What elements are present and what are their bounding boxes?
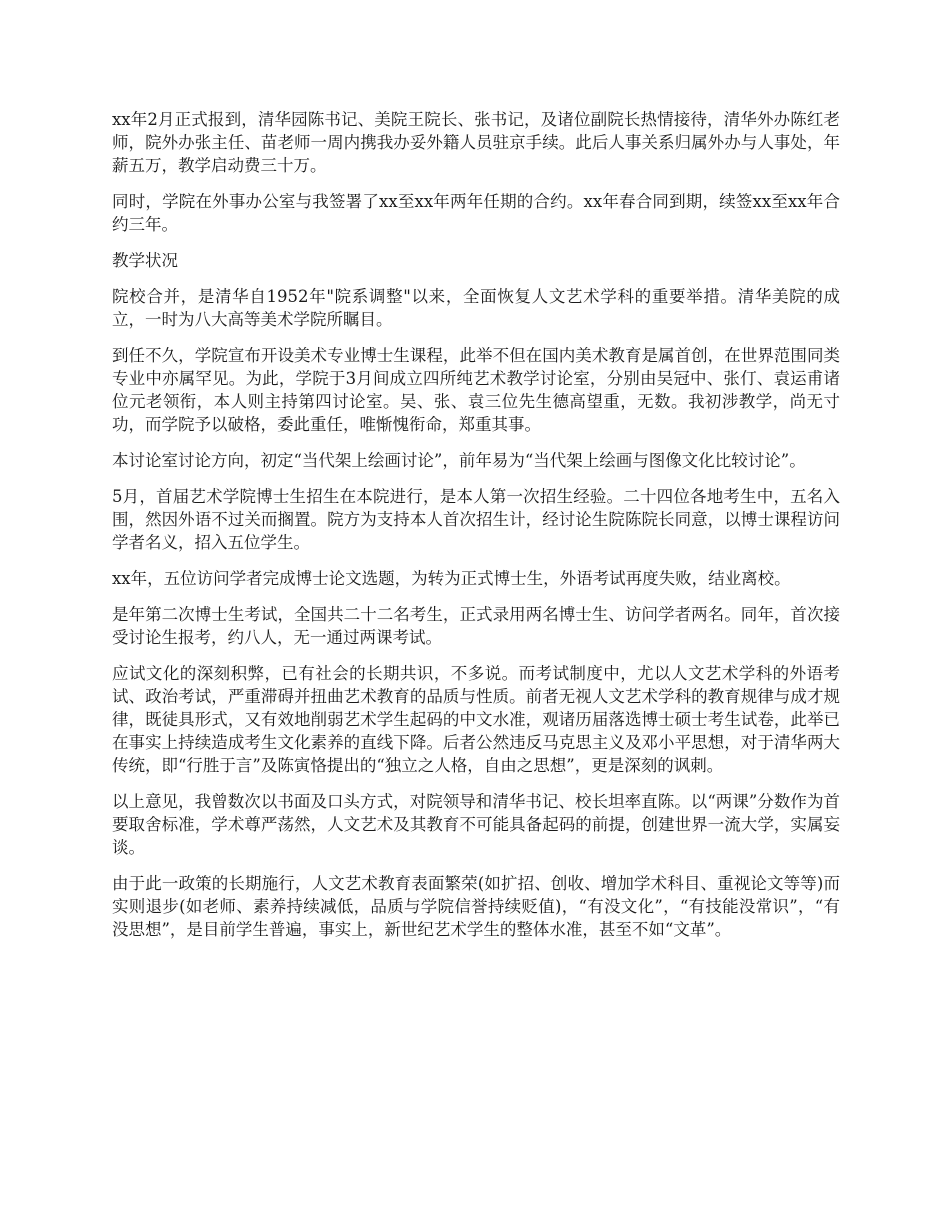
paragraph-visiting-scholars: xx年，五位访问学者完成博士论文选题，为转为正式博士生，外语考试再度失败，结业离校。 — [112, 569, 791, 588]
paragraph-first-enrollment: 5月，首届艺术学院博士生招生在本院进行，是本人第一次招生经验。二十四位各地考生中，五名入围，然因外语不过关而搁置。院方为支持本人首次招生计，经讨论生院陈院长同意，以博士课程访问学者名义，招入五位学生。 — [112, 487, 840, 552]
paragraph-exam-culture: 应试文化的深刻积弊，已有社会的长期共识，不多说。而考试制度中，尤以人文艺术学科的外语考试、政治考试，严重滞碍并扭曲艺术教育的品质与性质。前者无视人文艺术学科的教育规律与成才规律，既徒具形式，又有效地削弱艺术学生起码的中文水准，观诸历届落选博士硕士考生试卷，此举已在事实上持续造成考生文化素养的直线下降。后者公然违反马克思主义及邓小平思想，对于清华两大传统，即“行胜于言”及陈寅恪提出的“独立之人格，自由之思想”，更是深刻的讽刺。 — [112, 664, 840, 775]
paragraph-research-direction: 本讨论室讨论方向，初定“当代架上绘画讨论”，前年易为“当代架上绘画与图像文化比较讨论”。 — [112, 451, 806, 470]
paragraph-policy-effects: 由于此一政策的长期施行，人文艺术教育表面繁荣(如扩招、创收、增加学术科目、重视论文等等)而实则退步(如老师、素养持续减低，品质与学院信誉持续贬值)，“有没文化”，“有技能没常识”，“有没思想”，是目前学生普遍，事实上，新世纪艺术学生的整体水准，甚至不如“文革”。 — [112, 874, 840, 939]
section-heading-teaching: 教学状况 — [112, 251, 178, 270]
paragraph-merger: 院校合并，是清华自1952年"院系调整"以来，全面恢复人文艺术学科的重要举措。清华美院的成立，一时为八大高等美术学院所瞩目。 — [112, 287, 840, 329]
paragraph-appointment: xx年2月正式报到，清华园陈书记、美院王院长、张书记，及诸位副院长热情接待，清华外办陈红老师，院外办张主任、苗老师一周内携我办妥外籍人员驻京手续。此后人事关系归属外办与人事处，年薪五万，教学启动费三十万。 — [112, 110, 840, 175]
paragraph-second-exam: 是年第二次博士生考试，全国共二十二名考生，正式录用两名博士生、访问学者两名。同年，首次接受讨论生报考，约八人，无一通过两课考试。 — [112, 605, 840, 647]
paragraph-doctoral-program: 到任不久，学院宣布开设美术专业博士生课程，此举不但在国内美术教育是属首创，在世界范围同类专业中亦属罕见。为此，学院于3月间成立四所纯艺术教学讨论室，分别由吴冠中、张仃、袁运甫诸位元老领衔，本人则主持第四讨论室。吴、张、袁三位先生德高望重，无数。我初涉教学，尚无寸功，而学院予以破格，委此重任，唯惭愧衔命，郑重其事。 — [112, 346, 840, 434]
document-body — [112, 108, 840, 954]
paragraph-contract: 同时，学院在外事办公室与我签署了xx至xx年两年任期的合约。xx年春合同到期，续签xx至xx年合约三年。 — [112, 192, 840, 234]
paragraph-opinions: 以上意见，我曾数次以书面及口头方式，对院领导和清华书记、校长坦率直陈。以“两课”分数作为首要取舍标准，学术尊严荡然，人文艺术及其教育不可能具备起码的前提，创建世界一流大学，实属妄谈。 — [112, 792, 840, 857]
